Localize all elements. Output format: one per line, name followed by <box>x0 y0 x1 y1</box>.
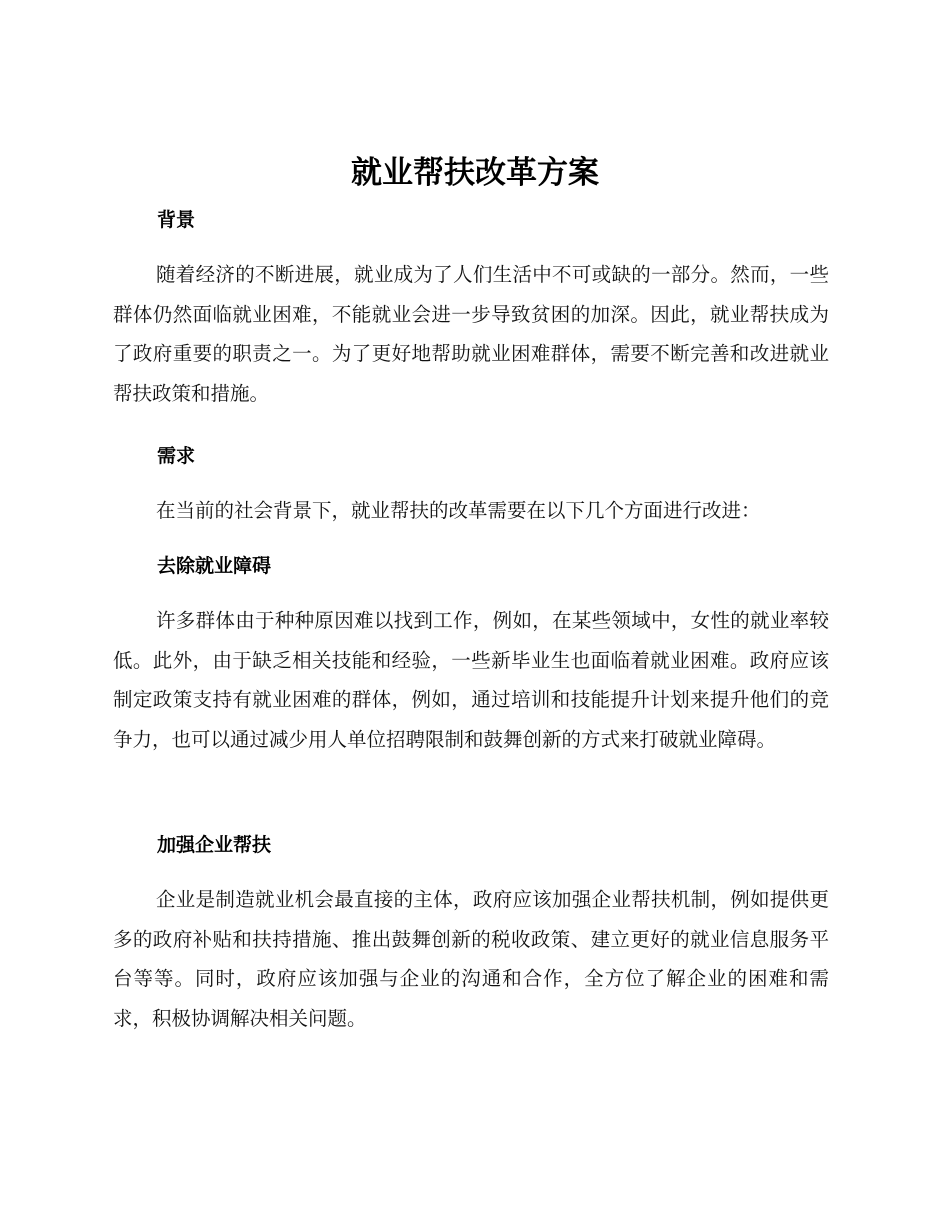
section-heading-remove-barriers: 去除就业障碍 <box>157 555 272 577</box>
section-paragraph-needs: 在当前的社会背景下，就业帮扶的改革需要在以下几个方面进行改进： <box>156 499 761 522</box>
section-paragraph-enterprise-support: 企业是制造就业机会最直接的主体，政府应该加强企业帮扶机制，例如提供更多的政府补贴和扶持措施、推出鼓舞创新的税收政策、建立更好的就业信息服务平台等等。同时，政府应该加强与企业的沟通和合作，全方位了解企业的困难和需求，积极协调解决相关问题。 <box>113 888 829 1030</box>
section-heading-enterprise-support: 加强企业帮扶 <box>157 834 272 856</box>
document-title: 就业帮扶改革方案 <box>351 155 599 191</box>
section-heading-needs: 需求 <box>157 445 196 467</box>
section-heading-background: 背景 <box>157 209 196 231</box>
section-paragraph-remove-barriers: 许多群体由于种种原因难以找到工作，例如，在某些领域中，女性的就业率较低。此外，由于缺乏相关技能和经验，一些新毕业生也面临着就业困难。政府应该制定政策支持有就业困难的群体，例如，通过培训和技能提升计划来提升他们的竞争力，也可以通过减少用人单位招聘限制和鼓舞创新的方式来打破就业障碍。 <box>113 609 829 751</box>
section-paragraph-background: 随着经济的不断进展，就业成为了人们生活中不可或缺的一部分。然而，一些群体仍然面临就业困难，不能就业会进一步导致贫困的加深。因此，就业帮扶成为了政府重要的职责之一。为了更好地帮助就业困难群体，需要不断完善和改进就业帮扶政策和措施。 <box>113 263 829 405</box>
